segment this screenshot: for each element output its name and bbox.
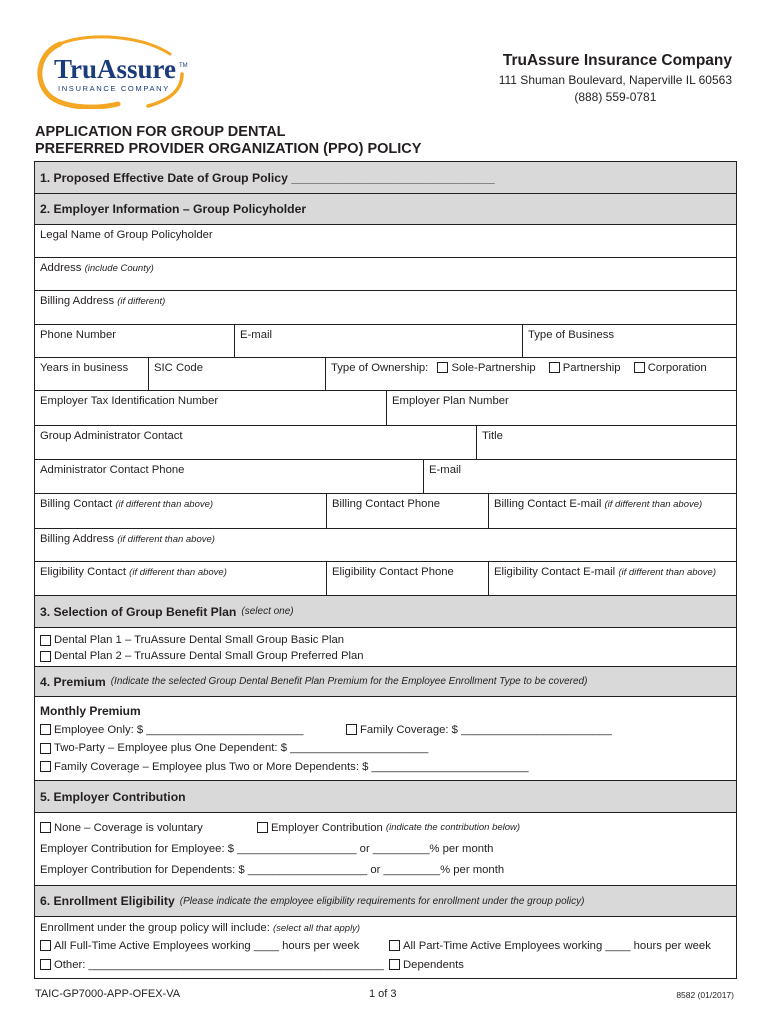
application-form xyxy=(34,161,737,979)
family-two-or-more-checkbox[interactable] xyxy=(40,761,51,772)
billing-address-2-field[interactable]: Billing Address (if different than above) xyxy=(40,533,215,545)
email-field[interactable]: E-mail xyxy=(234,325,522,357)
premium-block: Monthly Premium Employee Only: $ _________________________ Family Coverage: $ ________________________ Two-Party – Employee plus One Dependent: $ ______________________ Family Coverage – Employee plus Two or More Dependents: $ _________________________ xyxy=(35,696,736,780)
company-address: 111 Shuman Boulevard, Naperville IL 60563 xyxy=(498,73,732,87)
phone-number-field[interactable]: Phone Number xyxy=(40,329,116,341)
corporation-checkbox[interactable] xyxy=(634,362,645,373)
form-code: 8582 (01/2017) xyxy=(676,990,734,1000)
sic-code-field[interactable]: SIC Code xyxy=(148,358,325,390)
two-party-checkbox[interactable] xyxy=(40,743,51,754)
billing-address-field[interactable]: Billing Address (if different) xyxy=(40,295,166,307)
employee-only-checkbox[interactable] xyxy=(40,724,51,735)
company-name: TruAssure Insurance Company xyxy=(502,52,732,69)
legal-name-field[interactable]: Legal Name of Group Policyholder xyxy=(40,229,213,241)
employer-contribution-checkbox[interactable] xyxy=(257,822,268,833)
type-of-ownership-field: Type of Ownership: Sole-Partnership Partnership Corporation xyxy=(325,358,736,390)
partnership-checkbox[interactable] xyxy=(549,362,560,373)
billing-phone-field[interactable]: Billing Contact Phone xyxy=(326,494,488,528)
form-id: TAIC-GP7000-APP-OFEX-VA xyxy=(35,988,181,1000)
section-1-effective-date[interactable]: 1. Proposed Effective Date of Group Policy ______________________________ xyxy=(35,162,736,193)
eligibility-contact-field[interactable]: Eligibility Contact (if different than above) xyxy=(40,566,227,578)
family-coverage-checkbox[interactable] xyxy=(346,724,357,735)
type-of-business-field[interactable]: Type of Business xyxy=(522,325,736,357)
truassure-logo xyxy=(32,34,197,109)
years-in-business-field[interactable]: Years in business xyxy=(40,362,129,374)
admin-phone-field[interactable]: Administrator Contact Phone xyxy=(40,464,185,476)
company-info xyxy=(499,52,732,104)
eligibility-phone-field[interactable]: Eligibility Contact Phone xyxy=(326,562,488,595)
contribution-block: None – Coverage is voluntary Employer Contribution (indicate the contribution below) Employer Contribution for Employee: $ ___________________ or _________% per month Employer Contribution for Dependents: $ ___________________ or _________% per month xyxy=(35,812,736,885)
svg-text:TruAssure: TruAssure xyxy=(54,54,177,84)
svg-text:INSURANCE COMPANY: INSURANCE COMPANY xyxy=(58,84,170,93)
section-6-header: 6. Enrollment Eligibility (Please indicate the employee eligibility requirements for enrollment under the group policy) xyxy=(35,885,736,916)
section-3-header: 3. Selection of Group Benefit Plan (select one) xyxy=(35,595,736,627)
section-4-header: 4. Premium (Indicate the selected Group Dental Benefit Plan Premium for the Employee Enrollment Type to be covered) xyxy=(35,666,736,696)
admin-contact-field[interactable]: Group Administrator Contact xyxy=(40,430,183,442)
contribution-employee-field[interactable]: Employer Contribution for Employee: $ ___________________ or _________% per month xyxy=(40,842,494,855)
page-number: 1 of 3 xyxy=(369,988,397,1000)
plan-selection: Dental Plan 1 – TruAssure Dental Small Group Basic Plan Dental Plan 2 – TruAssure Dental Small Group Preferred Plan xyxy=(35,627,736,666)
svg-text:TM: TM xyxy=(179,63,188,69)
sole-partnership-checkbox[interactable] xyxy=(437,362,448,373)
other-checkbox[interactable] xyxy=(40,959,51,970)
admin-email-field[interactable]: E-mail xyxy=(423,460,736,493)
title-field[interactable]: Title xyxy=(476,426,736,459)
section-5-header: 5. Employer Contribution xyxy=(35,780,736,812)
plan-number-field[interactable]: Employer Plan Number xyxy=(386,391,736,425)
contribution-dependents-field[interactable]: Employer Contribution for Dependents: $ ___________________ or _________% per month xyxy=(40,863,505,876)
dental-plan-2-checkbox[interactable] xyxy=(40,651,51,662)
section-2-header: 2. Employer Information – Group Policyholder xyxy=(35,193,736,224)
document-title: APPLICATION FOR GROUP DENTAL PREFERRED PROVIDER ORGANIZATION (PPO) POLICY xyxy=(35,124,422,157)
monthly-premium-label: Monthly Premium xyxy=(40,704,141,719)
dependents-checkbox[interactable] xyxy=(389,959,400,970)
address-field[interactable]: Address (include County) xyxy=(40,262,154,274)
full-time-checkbox[interactable] xyxy=(40,940,51,951)
part-time-checkbox[interactable] xyxy=(389,940,400,951)
billing-contact-field[interactable]: Billing Contact (if different than above) xyxy=(40,498,214,510)
dental-plan-1-checkbox[interactable] xyxy=(40,635,51,646)
eligibility-email-field[interactable]: Eligibility Contact E-mail (if different than above) xyxy=(488,562,736,595)
tax-id-field[interactable]: Employer Tax Identification Number xyxy=(40,395,219,407)
company-phone: (888) 559-0781 xyxy=(574,90,657,104)
voluntary-checkbox[interactable] xyxy=(40,822,51,833)
eligibility-block: Enrollment under the group policy will include: (select all that apply) All Full-Time Active Employees working ____ hours per week All Part-Time Active Employees working ____ hours per week Other: _______________________________________________ Dependents xyxy=(35,916,736,978)
billing-email-field[interactable]: Billing Contact E-mail (if different than above) xyxy=(488,494,736,528)
